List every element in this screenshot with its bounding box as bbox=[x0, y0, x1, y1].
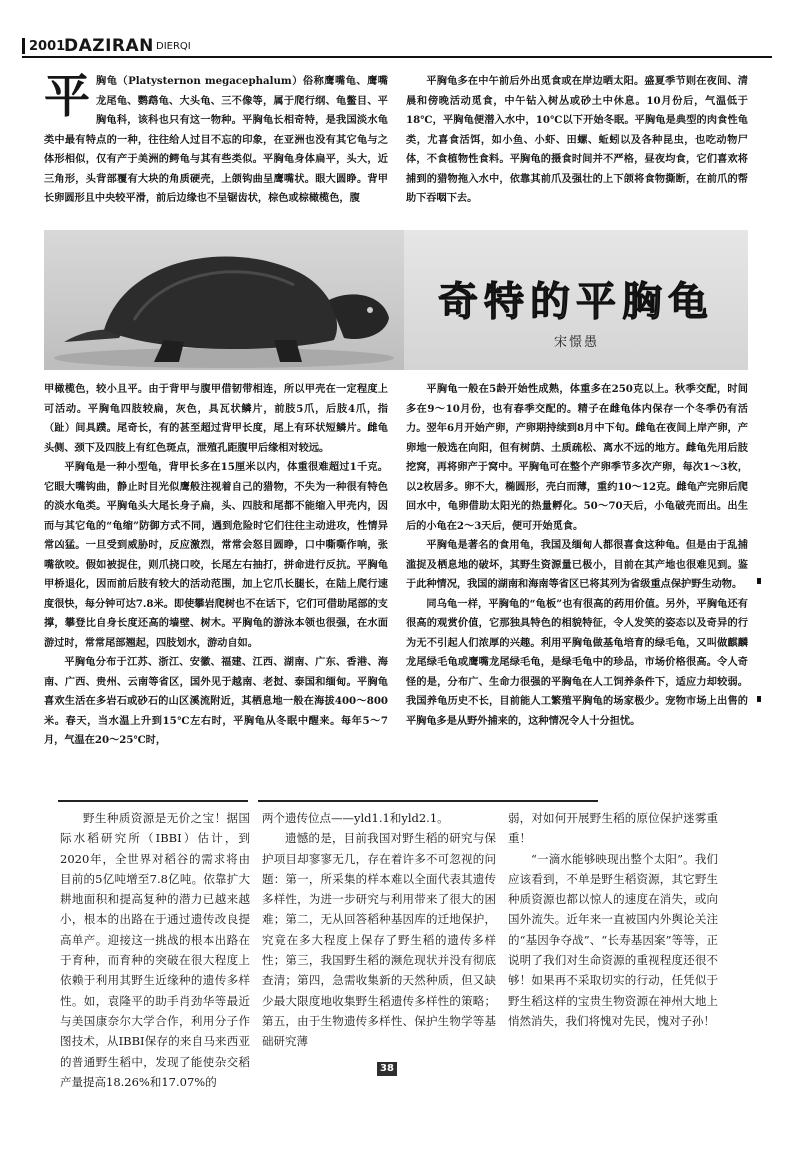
body-paragraph: 平胸龟分布于江苏、浙江、安徽、福建、江西、湖南、广东、香港、海南、广西、贵州、云南等省区，国外见于越南、老挝、泰国和缅甸。平胸龟喜欢生活在多岩石或砂石的山区溪流附近，其栖息地一般在海拔400～800米。春天，当水温上升到15℃左右时，平胸龟从冬眠中醒来。每年5～7月，气温在20～25℃时， bbox=[44, 656, 388, 746]
body-paragraph: 平胸龟一般在5龄开始性成熟，体重多在250克以上。秋季交配，时间多在9～10月份，也有春季交配的。精子在雌龟体内保存一个冬季仍有活力。翌年6月开始产卵，产卵期持续到8月中下旬。雌龟在夜间上岸产卵，产卵地一般选在向阳，但有树荫、土质疏松、离水不远的地方。雌龟先用后肢挖窝，再将卵产于窝中。平胸龟可在整个产卵季节多次产卵，每次1～3枚，以2枚居多。卵不大，椭圆形，壳白而薄，重约10～12克。雌龟产完卵后爬回水中，龟卵借助太阳光的热量孵化。50～70天后，小龟破壳而出。出生后的小龟在2～3天后，便可开始觅食。 bbox=[406, 383, 748, 532]
section-divider bbox=[58, 800, 248, 802]
header-year: 2001 bbox=[29, 39, 66, 54]
turtle-illustration bbox=[44, 230, 404, 370]
intro-column bbox=[44, 69, 388, 209]
article-title: 奇特的平胸龟 bbox=[438, 279, 714, 325]
second-article-col2 bbox=[262, 808, 496, 1052]
turtle-photo bbox=[44, 230, 404, 370]
body-paragraph: 野生种质资源是无价之宝！据国际水稻研究所（IBBI）估计，到2020年，全世界对稻谷的需求将由目前的5亿吨增至7.8亿吨。依靠扩大耕地面积和提高复种的潜力已越来越小，根本的出路在于通过遗传改良提高单产。迎接这一挑战的根本出路在于育种，而育种的突破在很大程度上依赖于利用其野生近缘种的遗传多样性。如，袁隆平的助手肖劲华等最近与美国康奈尔大学合作，利用分子作图技术，从IBBI保存的来自马来西亚的普通野生稻中，发现了能使杂交稻产量提高18.26%和17.07%的 bbox=[60, 811, 250, 1089]
body-paragraph: 弱，对如何开展野生稻的原位保护迷雾重重！ bbox=[508, 811, 718, 846]
body-paragraph: 同乌龟一样，平胸龟的“龟板”也有很高的药用价值。另外，平胸龟还有很高的观赏价值，它那独具特色的相貌特征，令人发笑的姿态以及奇异的行为无不引起人们浓厚的兴趣。利用平胸龟做基龟培育的绿毛龟，又叫做麒麟龙尾绿毛龟或鹰嘴龙尾绿毛龟，是绿毛龟中的珍品，市场价格很高。令人奇怪的是，分布广、生命力很强的平胸龟在人工饲养条件下，适应力却较弱。我国养龟历史不长，目前能人工繁殖平胸龟的场家极少。宠物市场上出售的平胸龟多是从野外捕来的，这种情况令人十分担忧。 bbox=[406, 597, 748, 727]
body-paragraph: “一滴水能够映现出整个太阳”。我们应该看到，不单是野生稻资源，其它野生种质资源也都以惊人的速度在消失，或向国外流失。近年来一直被国内外舆论关注的“基因争夺战”、“长寿基因案”等等，正说明了我们对生命资源的重视程度还很不够！如果再不采取切实的行动，任凭似于野生稻这样的宝贵生物资源在神州大地上悄然消失，我们将愧对先民，愧对子孙！ bbox=[508, 851, 718, 1028]
article-author: 宋憬愚 bbox=[554, 335, 600, 350]
intro-paragraph bbox=[44, 69, 388, 209]
title-panel bbox=[404, 230, 748, 370]
feeding-paragraph: 平胸龟多在中午前后外出觅食或在岸边晒太阳。盛夏季节则在夜间、清晨和傍晚活动觅食，中午钻入树丛或砂土中休息。10月份后，气温低于18℃，平胸龟便潜入水中，10℃以下开始冬眠。平胸龟是典型的肉食性龟类，尤喜食活饵，如小鱼、小虾、田螺、蚯蚓以及各种昆虫，也吃动物尸体，不食植物性食料。平胸龟的摄食时间并不严格，昼夜均食，它们喜欢将捕到的猎物拖入水中，依靠其前爪及强壮的上下颌将食物撕断，在前爪的帮助下吞咽下去。 bbox=[406, 75, 748, 204]
page-number: 38 bbox=[377, 1062, 397, 1076]
body-paragraph: 平胸龟是一种小型龟，背甲长多在15厘米以内，体重很难超过1千克。它眼大嘴钩曲，静止时目光似鹰般注视着自己的猎物，不失为一种很有特色的淡水龟类。平胸龟头大尾长身子扁，头、四肢和尾都不能缩入甲壳内，因而与其它龟的“龟缩”防御方式不同，遇到危险时它们往往主动进攻，性情异常凶猛。一旦受到威胁时，反应激烈，常常会怒目圆睁，口中嘶嘶作响，张嘴欲咬。假如被捉住，则爪挠口咬，长尾左右抽打，拼命进行反抗。平胸龟甲桥退化，因而前后肢有较大的活动范围，加上它爪长腿长，在陆上爬行速度很快，每分钟可达7.8米。即使攀岩爬树也不在话下，它们可借助尾部的支撑，攀登比自身长度还高的墙壁、树木。平胸龟的游泳本领也很强，在水面游过时，常常尾部翘起，四肢划水，游动自如。 bbox=[44, 461, 388, 649]
mid-right-column bbox=[406, 380, 748, 731]
header-rule bbox=[22, 56, 772, 58]
page-header bbox=[22, 36, 772, 58]
body-paragraph: 两个遗传位点——yld1.1和yld2.1。 bbox=[262, 811, 449, 825]
mid-left-column bbox=[44, 380, 388, 751]
magazine-name: DAZIRAN bbox=[64, 36, 154, 56]
second-article-col1 bbox=[60, 808, 250, 1092]
top-right-column bbox=[406, 72, 748, 209]
intro-text: 胸龟（Platysternon megacephalum）俗称鹰嘴龟、鹰嘴龙尾龟、鹦鹉龟、大头龟、三不像等，属于爬行纲、龟鳖目、平胸龟科，该科也只有这一物种。平胸龟长相奇特，是我国淡水龟类中最有特点的一种，往往给人过目不忘的印象，在亚洲也没有其它龟与之体形相似，仅有产于美洲的鳄龟与其有些类似。平胸龟身体扁平，头大，近三角形，头背部覆有大块的角质硬壳，上颌钩曲呈鹰嘴状。眼大圆睁。背甲长卵圆形且中央较平滑，前后边缘也不呈锯齿状，棕色或棕橄榄色，腹 bbox=[44, 75, 388, 204]
margin-mark bbox=[757, 696, 761, 702]
section-divider bbox=[258, 800, 598, 802]
header-bar bbox=[22, 38, 25, 54]
margin-mark bbox=[757, 578, 761, 584]
body-paragraph: 甲橄榄色，较小且平。由于背甲与腹甲借韧带相连，所以甲壳在一定程度上可活动。平胸龟四肢较扁，灰色，具瓦状鳞片，前肢5爪，后肢4爪，指（趾）间具蹼。尾奇长，有的甚至超过背甲长度，尾上有环状短鳞片。雌龟头侧、颈下及四肢上有红色斑点，泄殖孔距腹甲后缘相对较远。 bbox=[44, 383, 388, 454]
magazine-subtitle: DIERQI bbox=[156, 41, 191, 52]
drop-cap: 平 bbox=[44, 69, 90, 123]
body-paragraph: 平胸龟是著名的食用龟，我国及缅甸人都很喜食这种龟。但是由于乱捕滥捉及栖息地的破坏，其野生资源量已极小，目前在其产地也很难见到。鉴于此种情况，我国的湖南和海南等省区已将其列为省级重点保护野生动物。 bbox=[406, 539, 748, 590]
body-paragraph: 遗憾的是，目前我国对野生稻的研究与保护项目却寥寥无几，存在着许多不可忽视的问题：第一，所采集的样本难以全面代表其遗传多样性，为进一步研究与利用带来了很大的困难；第二，无从回答稻种基因库的迁地保护，究竟在多大程度上保存了野生稻的遗传多样性；第三，我国野生稻的濒危现状并没有彻底查清；第四，急需收集新的天然种质，但又缺少最大限度地收集野生稻遗传多样性的策略；第五，由于生物遗传多样性、保护生物学等基础研究薄 bbox=[262, 831, 496, 1049]
second-article-col3 bbox=[508, 808, 718, 1031]
